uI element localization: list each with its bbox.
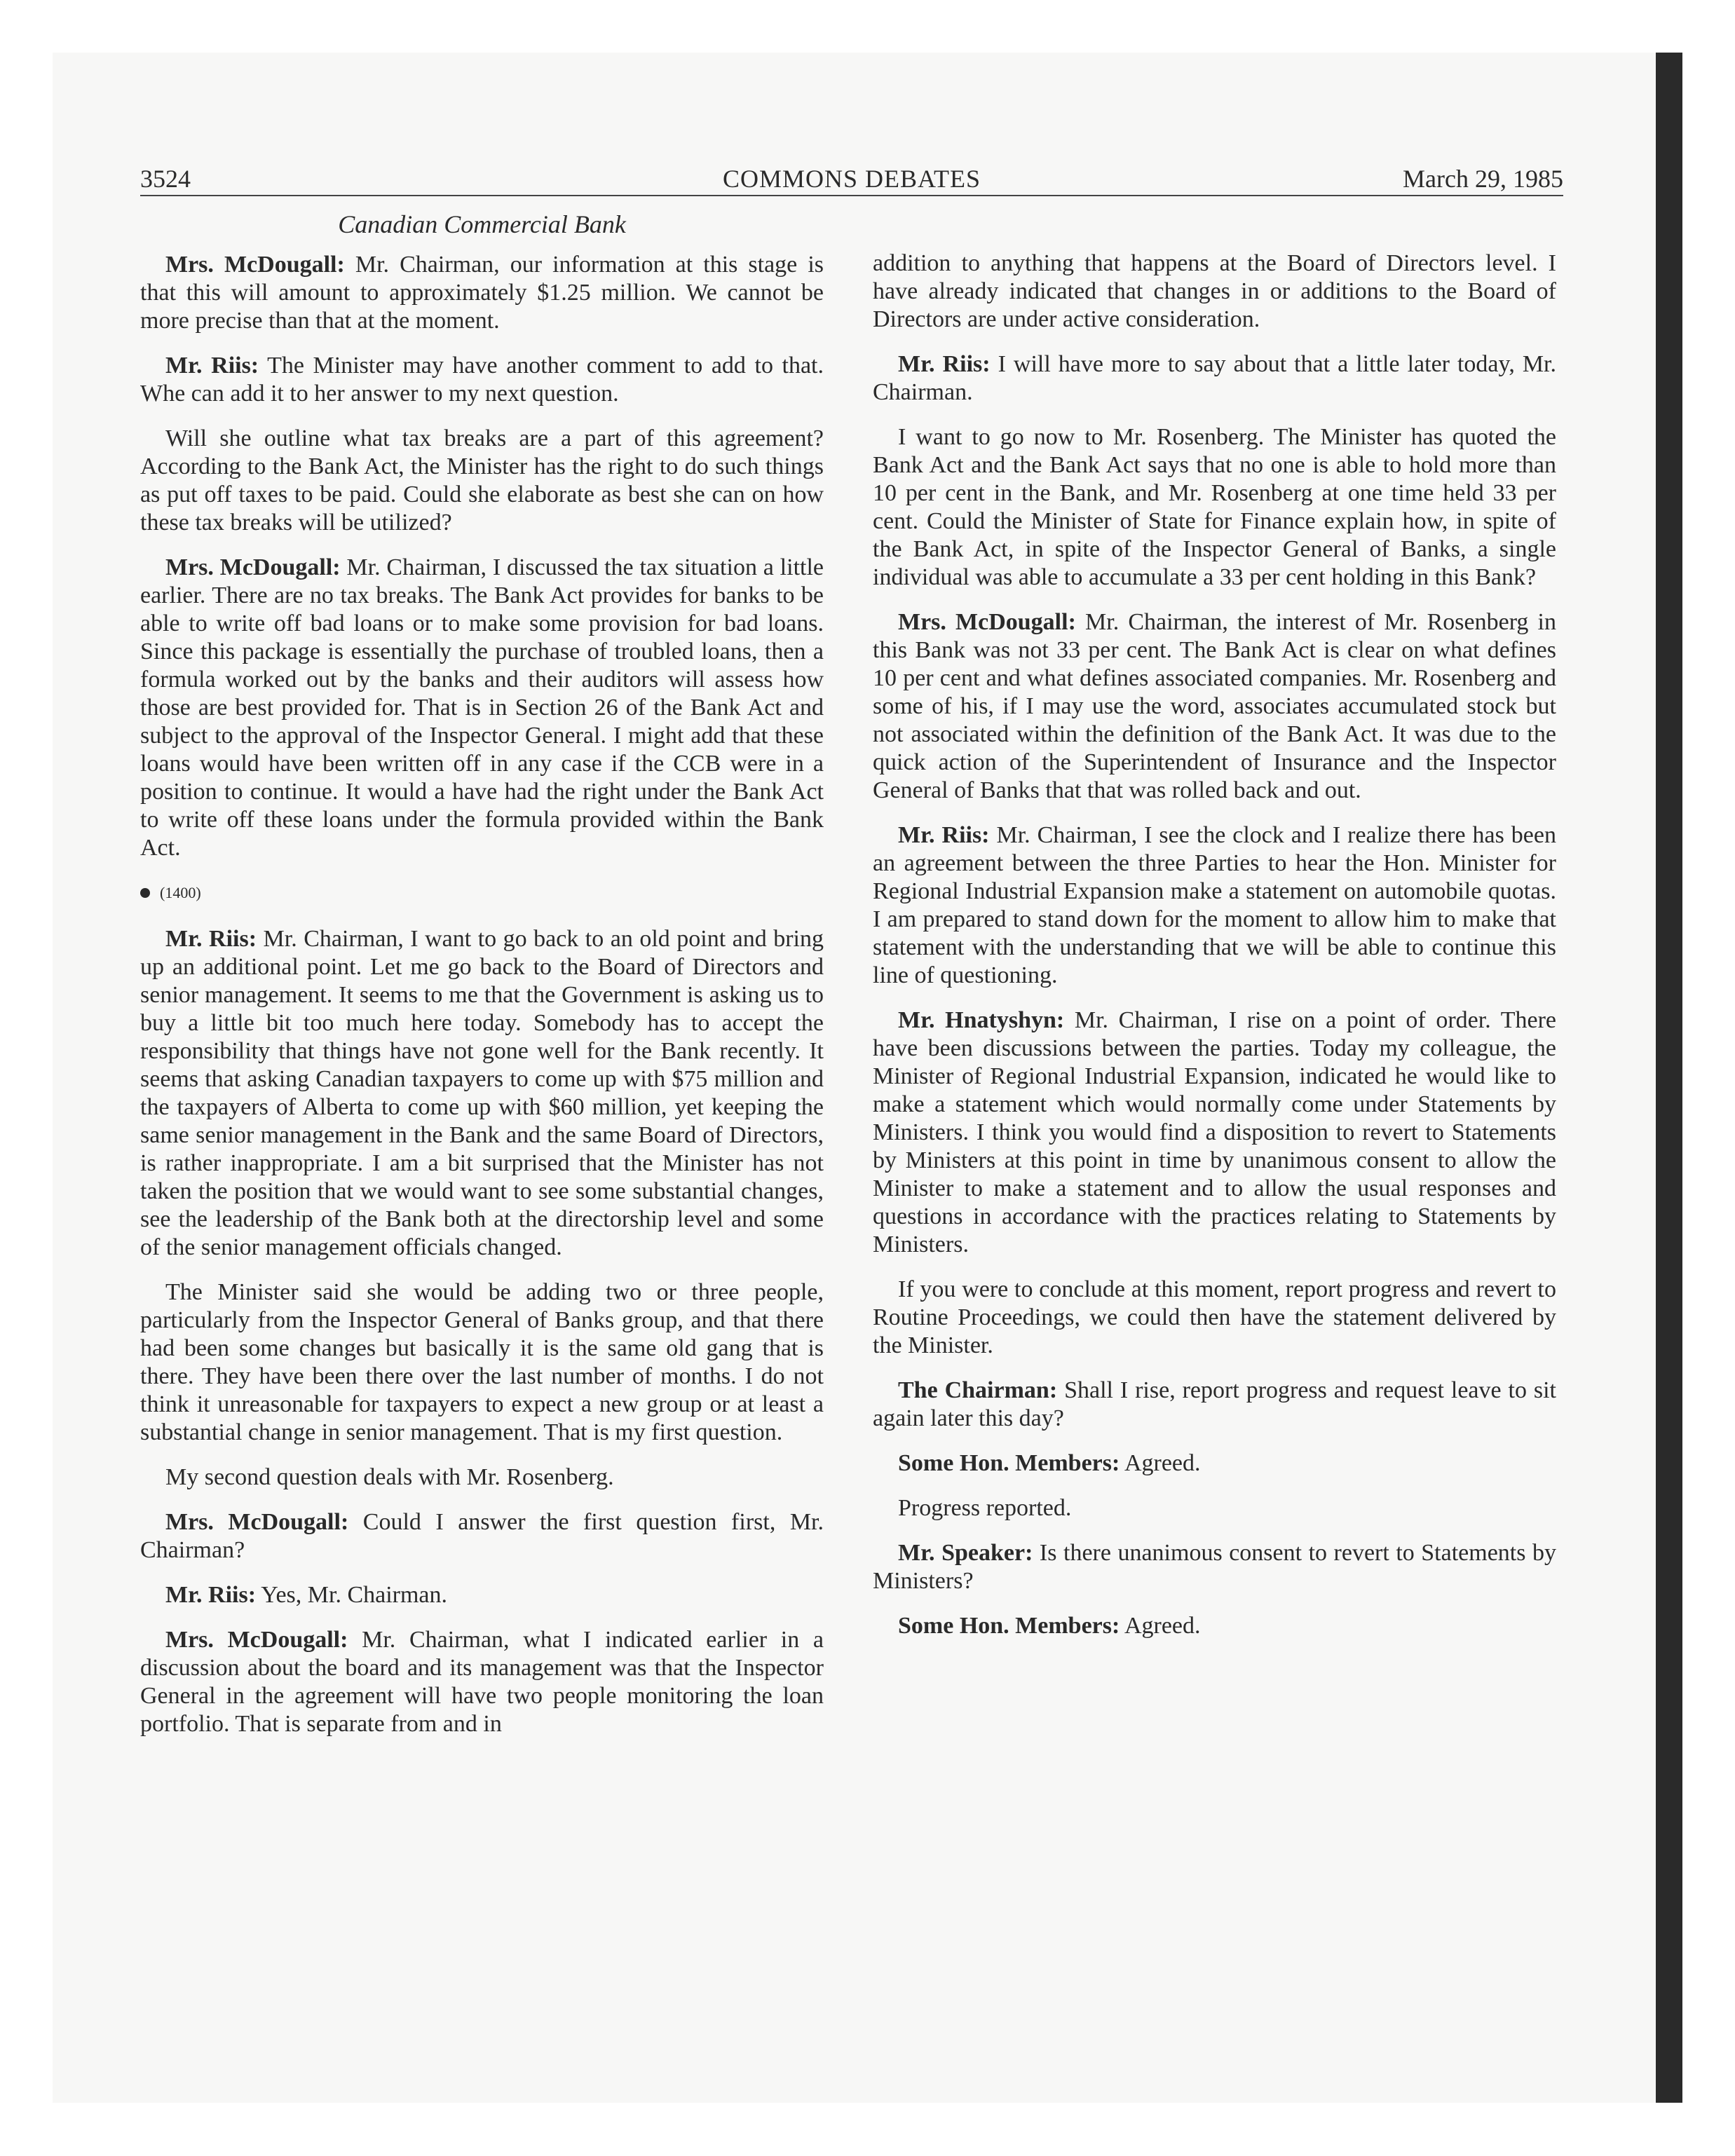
paragraph-text: Mr. Chairman, I rise on a point of order. There have been discussions between the parties. Today my colleague, the Minister of Regional Industrial Expansion, indicated he would like to make a statement which would normally come under Statements by Ministers. I think you would find a disposition to revert to Statements by Ministers at this point in time by unanimous consent to allow the Minister to make a statement and to allow the usual responses and questions in accordance with the practices relating to Statements by Ministers. bbox=[873, 1007, 1556, 1257]
speaker-name: Mr. Riis: bbox=[165, 353, 259, 378]
paragraph bbox=[873, 350, 1556, 407]
paragraph-text: The Minister said she would be adding two or three people, particularly from the Inspector General of Banks group, and that there had been some changes but basically it is the same old gang that is there. They have been there over the last number of months. I do not think it unreasonable for taxpayers to expect a new group or at least a substantial change in senior management. That is my first question. bbox=[140, 1279, 824, 1445]
speaker-name: The Chairman: bbox=[898, 1377, 1058, 1403]
paragraph-text: Mr. Chairman, our information at this stage is that this will amount to approximately $1.25 million. We cannot be more precise than that at the moment. bbox=[140, 252, 824, 334]
paragraph-text: Mr. Chairman, I want to go back to an old point and bring up an additional point. Let me go back to the Board of Directors and senior management. It seems to me that the Government is asking us to buy a little bit too much here today. Somebody has to accept the responsibility that things have not gone well for the Bank recently. It seems that asking Canadian taxpayers to come up with $75 million and the taxpayers of Alberta to come up with $60 million, yet keeping the same senior management in the Bank and the same Board of Directors, is rather inappropriate. I am a bit surprised that the Minister has not taken the position that we would want to see some substantial changes, see the leadership of the Bank both at the directorship level and some of the senior management officials changed. bbox=[140, 926, 824, 1260]
paragraph-text: Will she outline what tax breaks are a part of this agreement? According to the Bank Act, the Minister has the right to do such things as put off taxes to be paid. Could she elaborate as best she can on how these tax breaks will be utilized? bbox=[140, 425, 824, 535]
paragraph bbox=[140, 1464, 824, 1492]
paragraph bbox=[873, 821, 1556, 990]
paragraph bbox=[873, 1377, 1556, 1433]
paragraph bbox=[873, 423, 1556, 592]
paragraph-text: If you were to conclude at this moment, report progress and revert to Routine Proceedings, we could then have the statement delivered by the Minister. bbox=[873, 1276, 1556, 1358]
paragraph-text: Progress reported. bbox=[898, 1495, 1072, 1521]
speaker-name: Mrs. McDougall: bbox=[898, 609, 1076, 635]
paragraph-text: I want to go now to Mr. Rosenberg. The Minister has quoted the Bank Act and the Bank Act says that no one is able to hold more than 10 per cent in the Bank, and Mr. Rosenberg at one time held 33 per cent. Could the Minister of State for Finance explain how, in spite of the Bank Act, in spite of the Inspector General of Banks, a single individual was able to accumulate a 33 per cent holding in this Bank? bbox=[873, 424, 1556, 590]
paragraph-text: Mr. Chairman, what I indicated earlier in a discussion about the board and its management was that the Inspector General in the agreement will have two people monitoring the loan portfolio. That is separate from and in bbox=[140, 1627, 824, 1737]
speaker-name: Mr. Riis: bbox=[165, 1582, 257, 1608]
paragraph-text: The Minister may have another comment to add to that. Whe can add it to her answer to my next question. bbox=[140, 353, 824, 407]
paragraph bbox=[140, 925, 824, 1262]
paragraph-text: My second question deals with Mr. Rosenberg. bbox=[165, 1464, 614, 1490]
left-column bbox=[140, 210, 824, 1755]
section-title: Canadian Commercial Bank bbox=[338, 210, 626, 238]
speaker-name: Mr. Hnatyshyn: bbox=[898, 1007, 1065, 1033]
paragraph bbox=[873, 1539, 1556, 1595]
speaker-name: Mrs. McDougall: bbox=[165, 554, 341, 580]
paragraph-text: Mr. Chairman, I see the clock and I realize there has been an agreement between the three Parties to hear the Hon. Minister for Regional Industrial Expansion make a statement on automobile quotas. I am prepared to stand down for the moment to allow him to make that statement with the understanding that we will be able to continue this line of questioning. bbox=[873, 822, 1556, 988]
speaker-name: Mr. Riis: bbox=[898, 822, 990, 848]
paragraph bbox=[873, 1276, 1556, 1360]
speaker-name: Mr. Riis: bbox=[165, 926, 257, 952]
page-number: 3524 bbox=[140, 165, 191, 193]
paragraph bbox=[140, 1626, 824, 1738]
paragraph-text: Mr. Chairman, I discussed the tax situation a little earlier. There are no tax breaks. The Bank Act provides for banks to be able to write off bad loans or to make some provision for bad loans. Since this package is essentially the purchase of troubled loans, then a formula worked out by the banks and their auditors will assess how those are best provided for. That is in Section 26 of the Bank Act and subject to the approval of the Inspector General. I might add that these loans would have been written off in any case if the CCB were in a position to continue. It would a have had the right under the Bank Act to write off these loans under the formula provided within the Bank Act. bbox=[140, 554, 824, 861]
paragraph-text: Is there unanimous consent to revert to Statements by Ministers? bbox=[873, 1540, 1556, 1594]
speaker-name: Mrs. McDougall: bbox=[165, 252, 345, 278]
paragraph-text: Agreed. bbox=[1120, 1613, 1201, 1639]
paragraph bbox=[873, 1449, 1556, 1478]
speaker-name: Some Hon. Members: bbox=[898, 1450, 1120, 1476]
speaker-name: Mr. Speaker: bbox=[898, 1540, 1033, 1566]
paragraph-text: Yes, Mr. Chairman. bbox=[256, 1582, 448, 1608]
paragraph bbox=[140, 1581, 824, 1609]
right-column bbox=[873, 250, 1556, 1657]
paragraph-text: Shall I rise, report progress and request leave to sit again later this day? bbox=[873, 1377, 1557, 1431]
paragraph bbox=[140, 352, 824, 408]
scan-edge-shadow bbox=[1656, 53, 1682, 2103]
publication-date: March 29, 1985 bbox=[1403, 165, 1563, 193]
paragraph bbox=[873, 250, 1556, 334]
paragraph bbox=[140, 425, 824, 537]
paragraph bbox=[140, 1278, 824, 1447]
paragraph bbox=[873, 1612, 1556, 1640]
paragraph-text: Agreed. bbox=[1120, 1450, 1201, 1476]
paragraph bbox=[873, 1494, 1556, 1522]
page-header bbox=[140, 163, 1563, 196]
speaker-name: Mr. Riis: bbox=[898, 351, 991, 377]
speaker-name: Mrs. McDougall: bbox=[165, 1509, 349, 1535]
paragraph bbox=[140, 554, 824, 862]
bullet-icon bbox=[140, 888, 150, 898]
time-marker-text: (1400) bbox=[160, 884, 201, 901]
speaker-name: Some Hon. Members: bbox=[898, 1613, 1120, 1639]
time-marker bbox=[140, 879, 824, 907]
speaker-name: Mrs. McDougall: bbox=[165, 1627, 348, 1653]
paragraph bbox=[140, 251, 824, 335]
paragraph bbox=[140, 1508, 824, 1564]
paragraph-text: addition to anything that happens at the Board of Directors level. I have already indicated that changes in or additions to the Board of Directors are under active consideration. bbox=[873, 250, 1556, 332]
paragraph bbox=[873, 1007, 1556, 1259]
paragraph-text: Mr. Chairman, the interest of Mr. Rosenberg in this Bank was not 33 per cent. The Bank Act is clear on what defines 10 per cent and what defines associated companies. Mr. Rosenberg and some of his, if I may use the word, associates accumulated stock but not associated within the definition of the Bank Act. It was due to the quick action of the Superintendent of Insurance and the Inspector General of Banks that that was rolled back and out. bbox=[873, 609, 1557, 803]
paragraph bbox=[873, 608, 1556, 805]
publication-title: COMMONS DEBATES bbox=[722, 165, 981, 193]
paragraph-text: Could I answer the first question first, Mr. Chairman? bbox=[140, 1509, 824, 1563]
paragraph-text: I will have more to say about that a little later today, Mr. Chairman. bbox=[873, 351, 1556, 405]
